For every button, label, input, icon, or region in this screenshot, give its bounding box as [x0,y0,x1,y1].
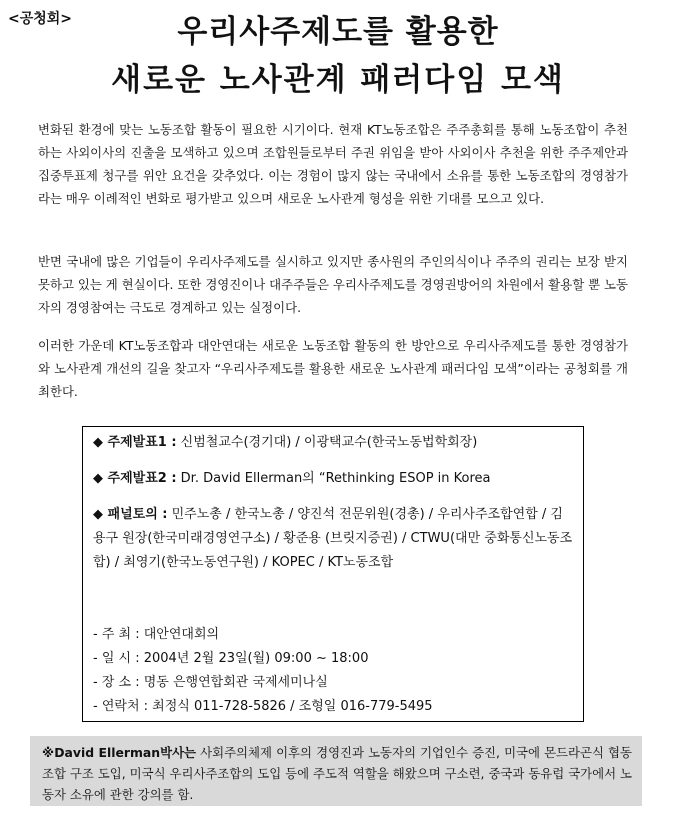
intro-paragraph-2: 반면 국내에 많은 기업들이 우리사주제도를 실시하고 있지만 종사원의 주인의식이나 주주의 권리는 보장 받지 못하고 있는 게 현실이다. 또한 경영진이나 대주주들은 우리사주제도를 경영권방어의 차원에서 활용할 뿐 노동자의 경영참여는 극도로 경계하고 있는 실정이다. [38,254,628,315]
program-item-label: ◆ 패널토의 : [93,507,168,522]
program-item-keynote-2 [93,467,573,491]
info-date: - 일 시 : 2004년 2월 23일(월) 09:00 ~ 18:00 [93,651,369,666]
program-item-panel [93,503,573,575]
footnote-text: 사회주의체제 이후의 경영진과 노동자의 기업인수 증진, 미국에 몬드라곤식 협동조합 구조 도입, 미국식 우리사주조합의 도입 등에 주도적 역할을 해왔으며 구소련, 중국과 동유럽 국가에서 노동자 소유에 관한 강의를 함. [42,745,632,802]
info-contact: - 연락처 : 최정식 011-728-5826 / 조형일 016-779-5495 [93,699,433,714]
info-place: - 장 소 : 명동 은행연합회관 국제세미나실 [93,675,328,690]
page-title-line1: 우리사주제도를 활용한 [177,14,499,50]
info-host: - 주 최 : 대안연대회의 [93,627,220,642]
program-item-label: ◆ 주제발표1 : [93,435,177,450]
intro-paragraph-1: 변화된 환경에 맞는 노동조합 활동이 필요한 시기이다. 현재 KT노동조합은 주주총회를 통해 노동조합이 추천하는 사외이사의 진출을 모색하고 있으며 조합원들로부터 주권 위임을 받아 사외이사 추천을 위한 주주제안과 집중투표제 청구를 위안 요건을 갖추었다. 이는 경험이 많지 않는 국내에서 소유를 통한 노동조합의 경영참가라는 매우 이례적인 변화로 평가받고 있으며 새로운 노사관계 형성을 위한 기대를 모으고 있다. [38,122,628,206]
program-item-text: Dr. David Ellerman의 “Rethinking ESOP in Korea [176,471,491,486]
program-item-text: 신범철교수(경기대) / 이광택교수(한국노동법학회장) [176,435,478,450]
program-item-text: 민주노총 / 한국노총 / 양진석 전문위원(경총) / 우리사주조합연합 / 김용구 원장(한국미래경영연구소) / 황준용 (브릿지증권) / CTWU(대만 중화통신노동조합) / 최영기(한국노동연구원) / KOPEC / KT노동조합 [93,507,573,570]
intro-paragraph-3: 이러한 가운데 KT노동조합과 대안연대는 새로운 노동조합 활동의 한 방안으로 우리사주제도를 통한 경영참가와 노사관계 개선의 길을 찾고자 “우리사주제도를 활용한 새로운 노사관계 패러다임 모색”이라는 공청회를 개최한다. [38,338,628,399]
program-item-label: ◆ 주제발표2 : [93,471,177,486]
event-type-tag: <공청회> [8,11,73,27]
footnote-box [30,736,642,806]
program-item-keynote-1 [93,431,573,455]
page-title-line2: 새로운 노사관계 패러다임 모색 [111,62,565,98]
footnote-name: ※David Ellerman박사는 [42,745,197,760]
program-box [82,426,584,722]
